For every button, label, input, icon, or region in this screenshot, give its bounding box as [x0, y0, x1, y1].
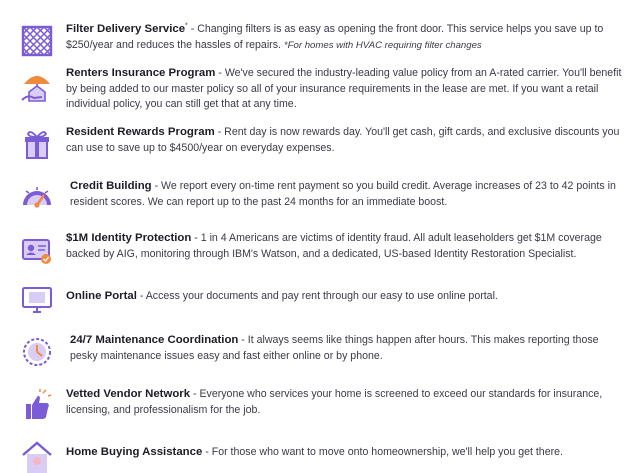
- gauge-icon: [20, 181, 54, 215]
- umbrella-house-icon: [20, 70, 54, 104]
- item-description: - Everyone who services your home is screened to exceed our standards for insurance, licensing, and professionalism for the job.: [66, 388, 603, 416]
- item-description: - 1 in 4 Americans are victims of identity fraud. All adult leaseholders get $1M coverage backed by AIG, monitoring through IBM's Watson, and a dedicated, US-based Identity Restoration Specialist.: [66, 232, 602, 260]
- item-title: $1M Identity Protection: [66, 232, 192, 244]
- item-title: Online Portal: [66, 290, 137, 302]
- item-description: - Access your documents and pay rent through our easy to use online portal.: [136, 290, 498, 302]
- item-footnote: *For homes with HVAC requiring filter changes: [283, 39, 482, 51]
- item-title: Vetted Vendor Network: [66, 388, 191, 400]
- clock-icon: [20, 335, 54, 369]
- item-description: - Changing filters is as easy as opening the front door. This service helps you save up to $250/year and reduces the hassles of repairs.: [66, 23, 604, 51]
- item-title: Credit Building: [70, 180, 152, 192]
- item-description: - It always seems like things happen after hours. This makes reporting those pesky maintenance issues easy and fast either online or by phone.: [70, 334, 599, 362]
- item-description: - For those who want to move onto homeownership, we'll help you get there.: [202, 446, 563, 458]
- title-footnote-mark: *: [185, 22, 188, 30]
- filter-icon: [20, 24, 54, 58]
- id-card-icon: [20, 233, 54, 267]
- item-title: Renters Insurance Program: [66, 67, 216, 79]
- item-description: - We've secured the industry-leading value policy from an A-rated carrier. You'll benefit by being added to our master policy so all of your insurance requirements in the lease are met. If you want a retail individual policy, you can still get that at any time.: [66, 67, 622, 111]
- monitor-icon: [20, 283, 54, 317]
- item-title: Resident Rewards Program: [66, 126, 215, 138]
- item-title: 24/7 Maintenance Coordination: [70, 334, 239, 346]
- item-title: Home Buying Assistance: [66, 446, 203, 458]
- house-icon: [20, 439, 54, 473]
- item-description: - Rent day is now rewards day. You'll get cash, gift cards, and exclusive discounts you can use to save up to $4500/year on everyday expenses.: [66, 126, 620, 154]
- gift-icon: [20, 127, 54, 161]
- item-title: Filter Delivery Service: [66, 23, 186, 35]
- item-description: - We report every on-time rent payment so you build credit. Average increases of 23 to 42 points in resident scores. We can report up to the past 24 months for an immediate boost.: [70, 180, 616, 208]
- thumbs-up-icon: [20, 389, 54, 423]
